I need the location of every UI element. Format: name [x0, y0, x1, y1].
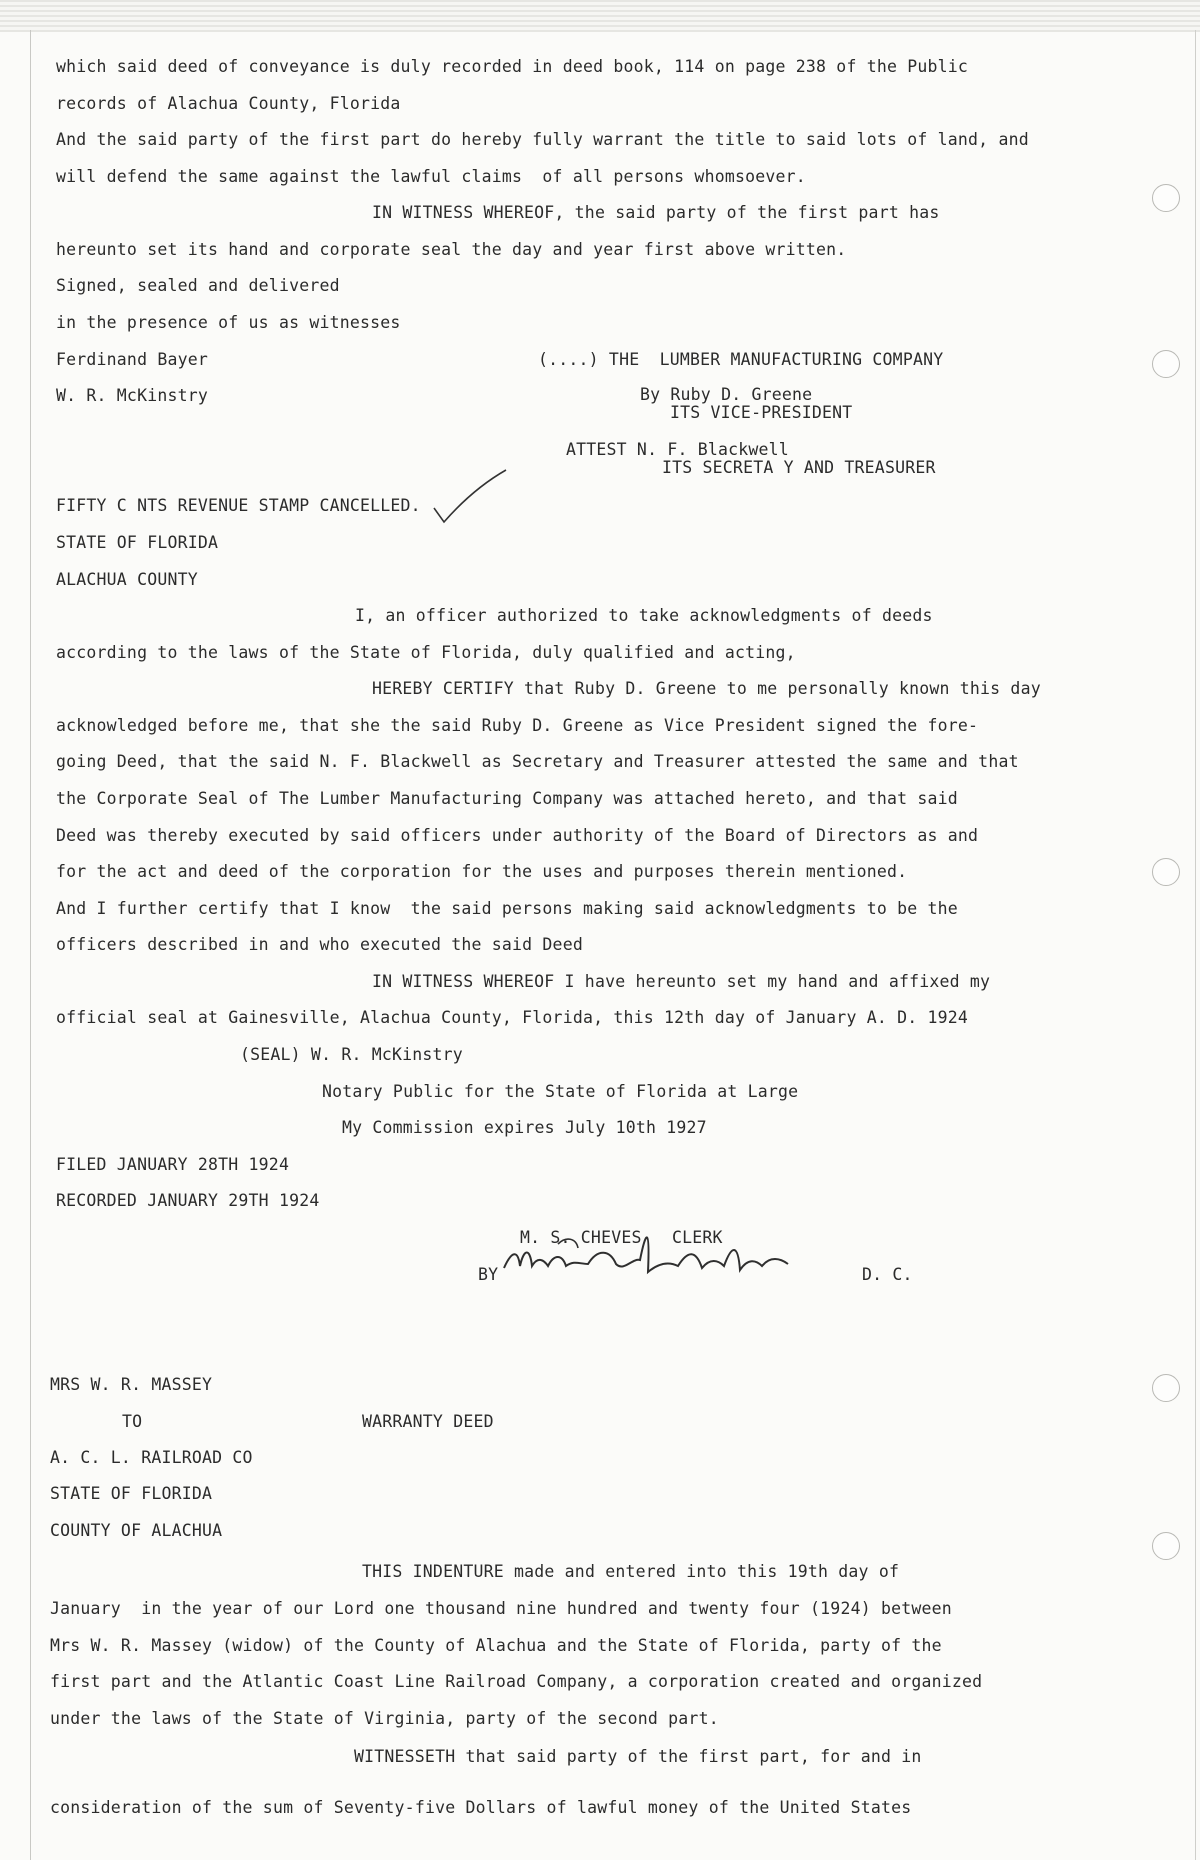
- text-line: January in the year of our Lord one thousand nine hundred and twenty four (1924) between: [50, 1599, 952, 1618]
- stamp-note: FIFTY C NTS REVENUE STAMP CANCELLED.: [56, 496, 421, 515]
- clerk-name: M. S. CHEVES CLERK: [520, 1228, 723, 1247]
- text-line: under the laws of the State of Virginia, party of the second part.: [50, 1709, 719, 1728]
- text-line: acknowledged before me, that she the said Ruby D. Greene as Vice President signed the fore-: [56, 716, 979, 735]
- text-line: ALACHUA COUNTY: [56, 570, 198, 589]
- text-line: And I further certify that I know the said persons making said acknowledgments to be the: [56, 899, 958, 918]
- text-line: Signed, sealed and delivered: [56, 276, 340, 295]
- text-line: official seal at Gainesville, Alachua County, Florida, this 12th day of January A. D. 1924: [56, 1008, 969, 1027]
- deputy-clerk-label: D. C.: [862, 1265, 913, 1284]
- text-line: officers described in and who executed the said Deed: [56, 935, 583, 954]
- notary-name: (SEAL) W. R. McKinstry: [240, 1045, 463, 1064]
- attest-title: ITS SECRETA Y AND TREASURER: [662, 458, 936, 477]
- binder-hole: [1152, 1374, 1180, 1402]
- left-margin-rule: [30, 30, 31, 1860]
- text-line: consideration of the sum of Seventy-five Dollars of lawful money of the United States: [50, 1798, 912, 1817]
- signer-name: By Ruby D. Greene: [640, 385, 813, 404]
- text-line: HEREBY CERTIFY that Ruby D. Greene to me personally known this day: [372, 679, 1041, 698]
- text-line: STATE OF FLORIDA: [50, 1484, 213, 1503]
- company-name: (....) THE LUMBER MANUFACTURING COMPANY: [538, 350, 944, 369]
- grantee-name: A. C. L. RAILROAD CO: [50, 1448, 253, 1467]
- text-line: STATE OF FLORIDA: [56, 533, 219, 552]
- text-line: IN WITNESS WHEREOF, the said party of the first part has: [372, 203, 940, 222]
- text-line: WITNESSETH that said party of the first part, for and in: [354, 1747, 922, 1766]
- witness-name: W. R. McKinstry: [56, 386, 209, 405]
- attest-name: ATTEST N. F. Blackwell: [566, 440, 789, 459]
- text-line: And the said party of the first part do hereby fully warrant the title to said lots of land, and: [56, 130, 1029, 149]
- text-line: for the act and deed of the corporation for the uses and purposes therein mentioned.: [56, 862, 908, 881]
- notary-title: Notary Public for the State of Florida at Large: [322, 1082, 799, 1101]
- text-line: according to the laws of the State of Florida, duly qualified and acting,: [56, 643, 796, 662]
- text-line: COUNTY OF ALACHUA: [50, 1521, 223, 1540]
- text-line: will defend the same against the lawful claims of all persons whomsoever.: [56, 167, 806, 186]
- signer-title: ITS VICE-PRESIDENT: [670, 403, 853, 422]
- binder-hole: [1152, 858, 1180, 886]
- right-margin-rule: [1195, 30, 1196, 1860]
- check-mark-icon: [430, 468, 510, 528]
- witness-name: Ferdinand Bayer: [56, 350, 209, 369]
- binder-hole: [1152, 184, 1180, 212]
- to-label: TO: [122, 1412, 143, 1431]
- scan-top-band: [0, 0, 1200, 32]
- recorded-date: RECORDED JANUARY 29TH 1924: [56, 1191, 320, 1210]
- text-line: which said deed of conveyance is duly recorded in deed book, 114 on page 238 of the Public: [56, 57, 969, 76]
- by-label: BY: [478, 1265, 499, 1284]
- clerk-signature-icon: [498, 1220, 798, 1290]
- text-line: Deed was thereby executed by said officers under authority of the Board of Directors as and: [56, 826, 979, 845]
- text-line: first part and the Atlantic Coast Line Railroad Company, a corporation created and organized: [50, 1672, 983, 1691]
- text-line: IN WITNESS WHEREOF I have hereunto set my hand and affixed my: [372, 972, 991, 991]
- grantor-name: MRS W. R. MASSEY: [50, 1375, 213, 1394]
- text-line: THIS INDENTURE made and entered into this 19th day of: [362, 1562, 900, 1581]
- filed-date: FILED JANUARY 28TH 1924: [56, 1155, 290, 1174]
- binder-hole: [1152, 1532, 1180, 1560]
- text-line: in the presence of us as witnesses: [56, 313, 401, 332]
- text-line: records of Alachua County, Florida: [56, 94, 401, 113]
- text-line: the Corporate Seal of The Lumber Manufacturing Company was attached hereto, and that said: [56, 789, 958, 808]
- text-line: going Deed, that the said N. F. Blackwell as Secretary and Treasurer attested the same and that: [56, 752, 1019, 771]
- commission-expiry: My Commission expires July 10th 1927: [342, 1118, 707, 1137]
- text-line: Mrs W. R. Massey (widow) of the County of Alachua and the State of Florida, party of the: [50, 1636, 942, 1655]
- deed-type: WARRANTY DEED: [362, 1412, 494, 1431]
- text-line: I, an officer authorized to take acknowledgments of deeds: [355, 606, 933, 625]
- text-line: hereunto set its hand and corporate seal the day and year first above written.: [56, 240, 847, 259]
- binder-hole: [1152, 350, 1180, 378]
